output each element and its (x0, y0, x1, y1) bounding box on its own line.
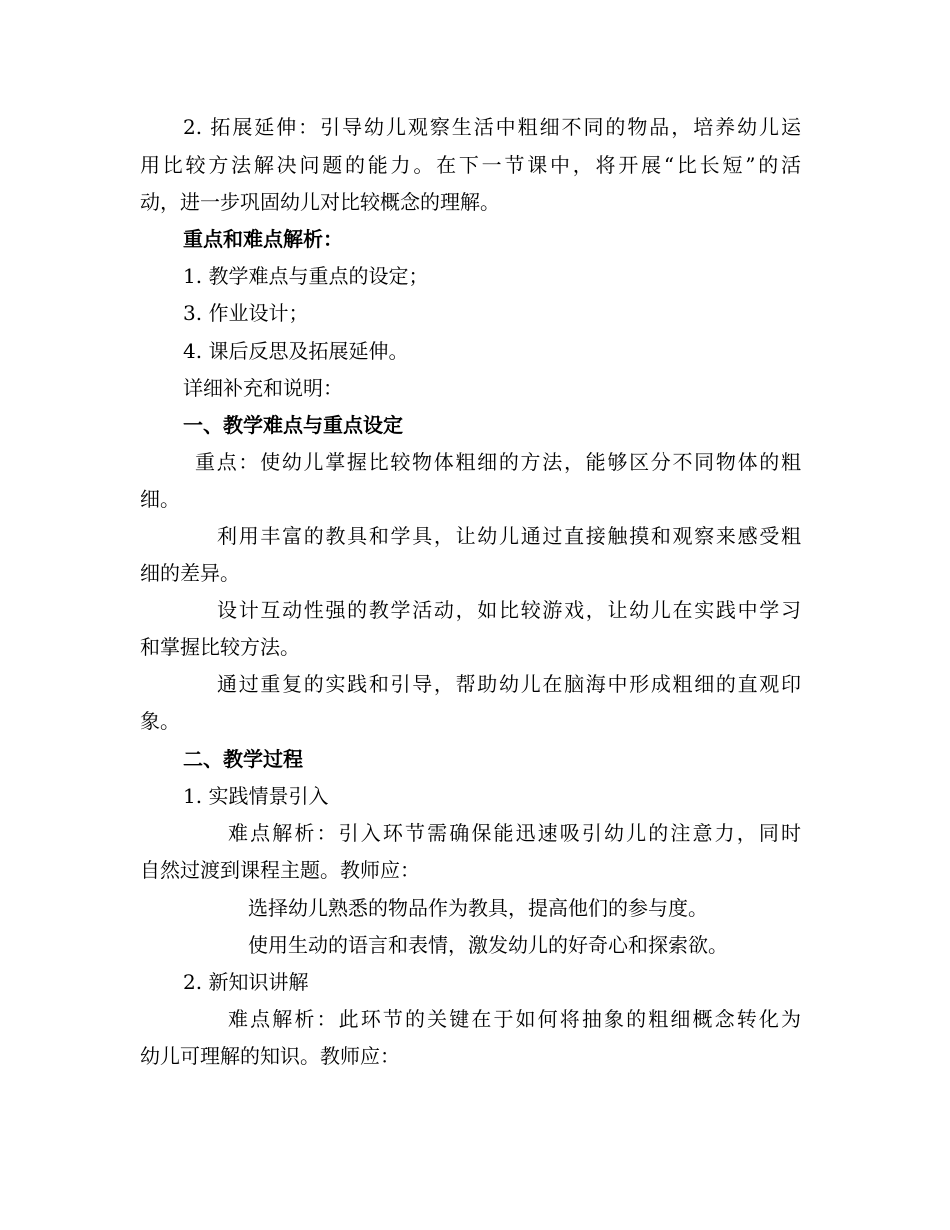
paragraph-line: 和掌握比较方法。 (140, 635, 300, 659)
list-item: 4. 课后反思及拓展延伸。 (183, 339, 409, 363)
paragraph-line: 利用丰富的教具和学具，让幼儿通过直接触摸和观察来感受粗 (217, 524, 801, 548)
paragraph-line: 详细补充和说明： (183, 376, 343, 400)
paragraph-line: 通过重复的实践和引导，帮助幼儿在脑海中形成粗细的直观印 (217, 672, 801, 696)
paragraph-line: 细的差异。 (140, 561, 240, 585)
paragraph-line: 自然过渡到课程主题。教师应： (140, 858, 420, 882)
list-item: 1. 教学难点与重点的设定； (183, 264, 429, 288)
paragraph-line: 难点解析：引入环节需确保能迅速吸引幼儿的注意力，同时 (228, 821, 801, 845)
section-heading: 重点和难点解析： (183, 227, 343, 251)
list-item: 3. 作业设计； (183, 301, 309, 325)
paragraph-line: 用比较方法解决问题的能力。在下一节课中，将开展“比长短”的活 (140, 153, 801, 177)
paragraph-line: 选择幼儿熟悉的物品作为教具，提高他们的参与度。 (248, 896, 708, 920)
paragraph-line: 重点：使幼儿掌握比较物体粗细的方法，能够区分不同物体的粗 (195, 450, 801, 474)
paragraph-line: 动，进一步巩固幼儿对比较概念的理解。 (140, 190, 500, 214)
paragraph-line: 难点解析：此环节的关键在于如何将抽象的粗细概念转化为 (228, 1007, 801, 1031)
paragraph-line: 细。 (140, 487, 180, 511)
paragraph-line: 2. 拓展延伸：引导幼儿观察生活中粗细不同的物品，培养幼儿运 (183, 115, 801, 139)
paragraph-line: 设计互动性强的教学活动，如比较游戏，让幼儿在实践中学习 (217, 598, 801, 622)
paragraph-line: 幼儿可理解的知识。教师应： (140, 1044, 400, 1068)
paragraph-line: 象。 (140, 709, 180, 733)
paragraph-line: 使用生动的语言和表情，激发幼儿的好奇心和探索欲。 (248, 933, 728, 957)
list-item: 1. 实践情景引入 (183, 784, 329, 808)
section-heading: 二、教学过程 (183, 747, 303, 771)
list-item: 2. 新知识讲解 (183, 970, 309, 994)
section-heading: 一、教学难点与重点设定 (183, 413, 403, 437)
